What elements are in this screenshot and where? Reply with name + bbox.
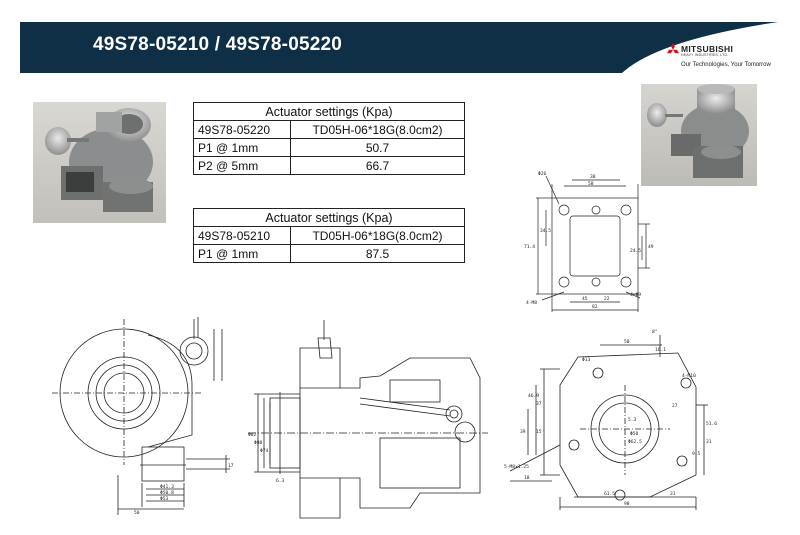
dim-turb-bolt: 5-M8x1.25 (504, 465, 529, 470)
table-cell-label: P2 @ 5mm (194, 157, 291, 175)
table-cell-value: TD05H-06*18G(8.0cm2) (291, 121, 465, 139)
dim-comp-d3: Φ53 (160, 497, 169, 502)
dim-bottom-total: 82 (592, 305, 598, 310)
dim-right-a: 24.5 (630, 249, 642, 254)
brand-name: MITSUBISHI (681, 44, 734, 54)
table-row (194, 139, 465, 157)
dim-bottom-a: 45 (582, 297, 588, 302)
dim-turb-right3: 31 (706, 440, 712, 445)
dim-turb-top2: 16.1 (655, 348, 667, 353)
dim-turb-r1: Φ13 (582, 358, 591, 363)
actuator-table-05220 (193, 102, 465, 175)
dim-bolt-right: 4-Φ9 (630, 293, 642, 298)
dim-center-d2: Φ80 (254, 441, 263, 446)
table-cell-value: 50.7 (291, 139, 465, 157)
dim-comp-w1: 50 (134, 511, 140, 516)
dim-width-inner: 58 (588, 182, 594, 187)
dim-turb-top1: 50 (624, 340, 630, 345)
dim-turb-left3: 39 (520, 430, 526, 435)
table-row (194, 245, 465, 263)
slide-title: 49S78-05210 / 49S78-05220 (93, 34, 343, 55)
compressor-side-drawing (42, 315, 237, 520)
dim-turb-bot2: 98 (624, 502, 630, 507)
dim-turb-bot3: 31 (670, 492, 676, 497)
table-cell-label: P1 @ 1mm (194, 245, 291, 263)
table-cell-label: P1 @ 1mm (194, 139, 291, 157)
dim-center-d3: Φ74 (260, 449, 269, 454)
center-section-drawing (240, 318, 495, 523)
table-cell-value: 66.7 (291, 157, 465, 175)
table-title: Actuator settings (Kpa) (194, 103, 465, 121)
table-cell-value: 87.5 (291, 245, 465, 263)
turbine-outlet-flange-drawing (500, 325, 725, 515)
dim-comp-d2: Φ50.8 (160, 491, 174, 496)
dim-bottom-b: 22 (604, 297, 610, 302)
dim-turb-right1: 27 (672, 404, 678, 409)
brand-subline: HEAVY INDUSTRIES, LTD. (681, 53, 729, 57)
dim-comp-h1: 17 (228, 464, 234, 469)
dim-turb-top3: 8° (652, 330, 658, 335)
table-title: Actuator settings (Kpa) (194, 209, 465, 227)
dim-turb-left1: 46.9 (528, 394, 540, 399)
slide-header (20, 22, 778, 73)
dim-center-d1: Φ82 (248, 433, 257, 438)
dim-hole-dia: Φ26 (538, 172, 547, 177)
dim-turb-left2: 37 (536, 402, 542, 407)
brand-tagline: Our Technologies, Your Tomorrow (681, 62, 771, 68)
dim-turb-right4: 9.5 (692, 452, 701, 457)
dim-turb-c1: Φ58 (630, 432, 639, 437)
dim-turb-c2: Φ62.5 (628, 440, 642, 445)
dim-width-top: 38 (590, 175, 596, 180)
turbine-inlet-flange-drawing (512, 164, 662, 314)
actuator-table-05210 (193, 208, 465, 263)
table-cell-value: TD05H-06*18G(8.0cm2) (291, 227, 465, 245)
dim-turb-c3: 5.3 (628, 418, 637, 423)
dim-bolt-left: 4-M8 (526, 301, 538, 306)
dim-turb-r2: 4-M10 (682, 374, 696, 379)
table-cell-label: 49S78-05210 (194, 227, 291, 245)
dim-right-b: 49 (648, 245, 654, 250)
table-row (194, 157, 465, 175)
dim-comp-d1: Φ41.3 (160, 485, 174, 490)
dim-height-left: 34.5 (540, 229, 552, 234)
dim-turb-bot1: 61.5 (604, 492, 616, 497)
dim-height-total: 71.4 (524, 245, 536, 250)
dim-turb-bolt-len: 18 (524, 476, 530, 481)
dim-center-t1: 6.3 (276, 479, 285, 484)
mitsubishi-logo-icon (666, 43, 680, 56)
table-cell-label: 49S78-05220 (194, 121, 291, 139)
turbocharger-photo-left (33, 102, 166, 223)
table-row (194, 121, 465, 139)
dim-turb-right2: 51.6 (706, 422, 718, 427)
dim-turb-left4: 15 (536, 430, 542, 435)
table-row (194, 227, 465, 245)
